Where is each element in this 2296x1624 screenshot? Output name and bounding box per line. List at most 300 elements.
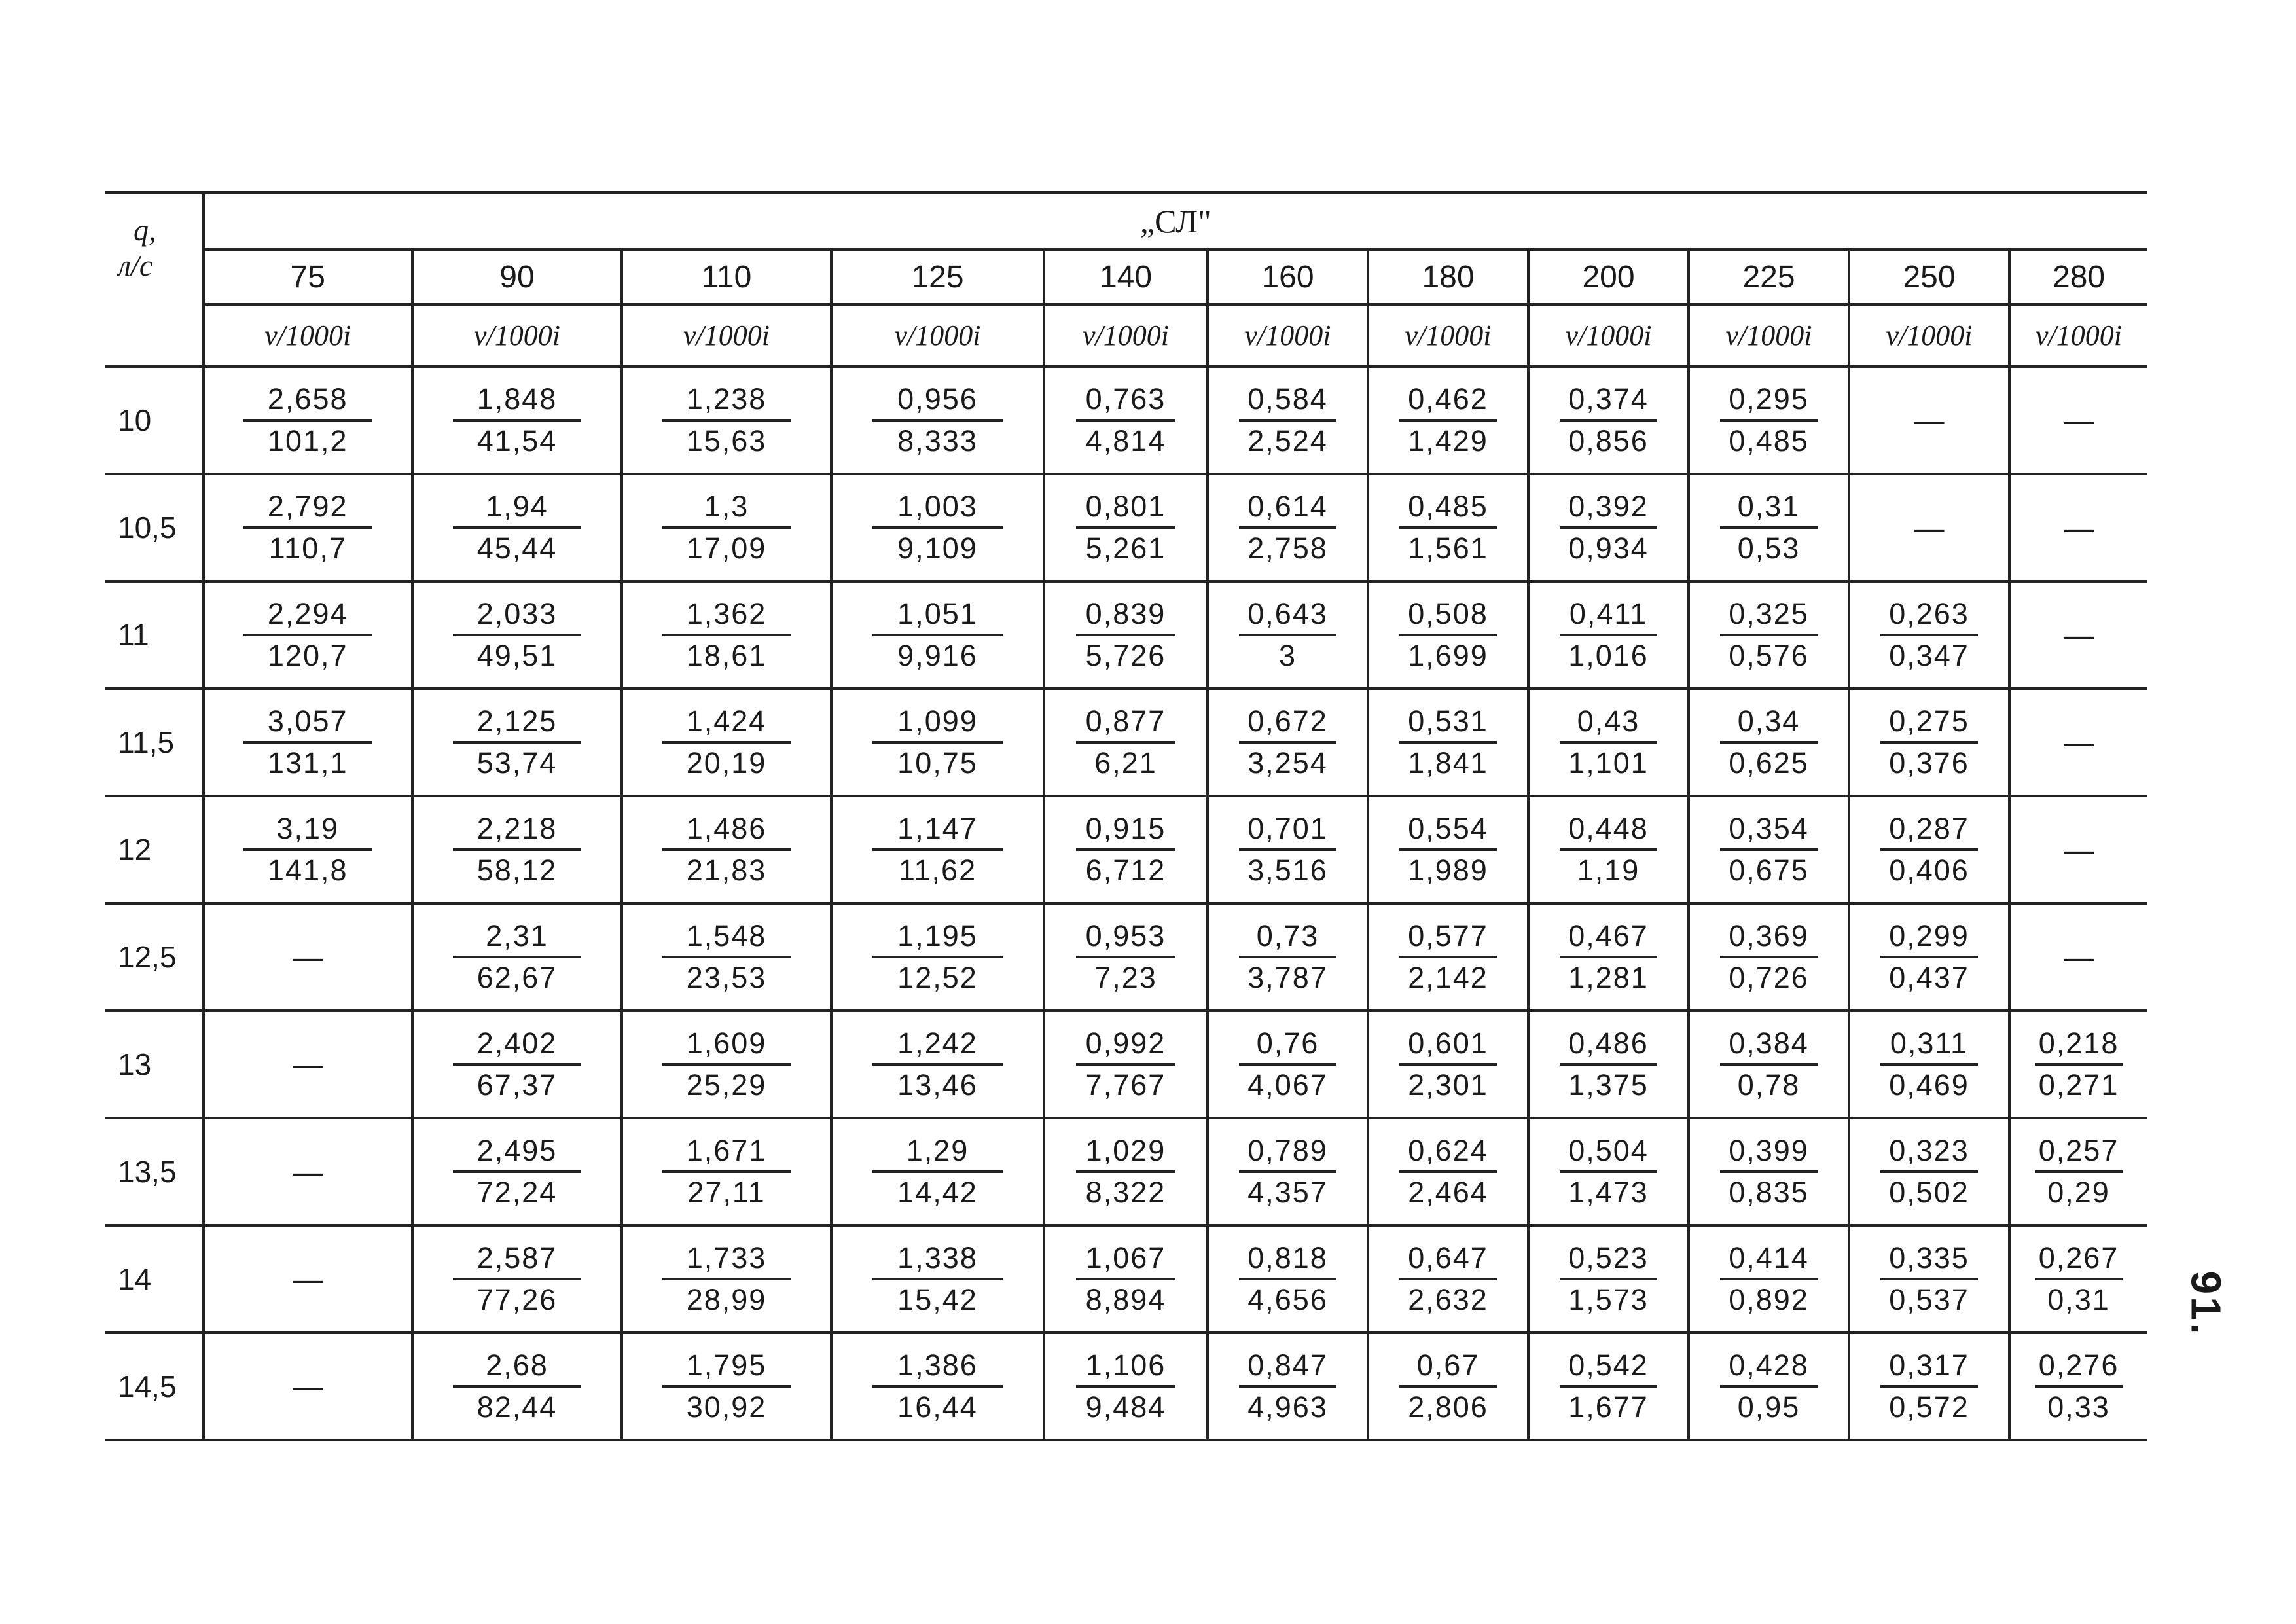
diameter-header: 250 — [1849, 249, 2009, 304]
velocity-value: 1,424 — [662, 702, 791, 744]
velocity-value: 1,3 — [662, 487, 791, 529]
velocity-value: 0,672 — [1239, 702, 1336, 744]
value-cell — [1368, 903, 1528, 1011]
head-loss-value: 7,23 — [1094, 961, 1157, 994]
value-cell — [1368, 1225, 1528, 1333]
velocity-value: 1,029 — [1076, 1131, 1176, 1173]
value-cell — [831, 1011, 1044, 1118]
value-cell — [1849, 796, 2009, 903]
value-cell — [1208, 796, 1368, 903]
head-loss-value: 0,537 — [1889, 1283, 1969, 1316]
velocity-value: 1,238 — [662, 380, 791, 422]
velocity-loss-fraction — [1399, 594, 1497, 676]
value-cell — [2009, 1333, 2147, 1440]
value-cell — [831, 903, 1044, 1011]
velocity-value: 0,614 — [1239, 487, 1336, 529]
velocity-value: 0,335 — [1880, 1238, 1978, 1280]
value-cell — [1368, 367, 1528, 475]
dash-mark: — — [2064, 511, 2094, 545]
value-cell — [1208, 689, 1368, 796]
value-cell — [622, 581, 831, 689]
velocity-loss-fraction — [1399, 1131, 1497, 1212]
head-loss-value: 1,573 — [1568, 1283, 1649, 1316]
value-cell — [1528, 1225, 1689, 1333]
head-loss-value: 20,19 — [686, 746, 767, 780]
velocity-loss-fraction — [1880, 1131, 1978, 1212]
flow-rate-cell: 11 — [105, 581, 203, 689]
value-cell — [1208, 1225, 1368, 1333]
value-cell — [1368, 1118, 1528, 1225]
value-cell — [1849, 581, 2009, 689]
velocity-value: 1,242 — [872, 1024, 1003, 1066]
velocity-value: 1,795 — [662, 1346, 791, 1388]
head-loss-value: 4,656 — [1247, 1283, 1328, 1316]
head-loss-value: 8,333 — [897, 424, 978, 458]
velocity-loss-fraction — [2035, 1346, 2123, 1427]
q-symbol: q, — [134, 213, 156, 247]
velocity-value: 1,099 — [872, 702, 1003, 744]
velocity-value: 0,508 — [1399, 594, 1497, 636]
value-cell — [1368, 796, 1528, 903]
value-cell — [1368, 689, 1528, 796]
velocity-loss-fraction — [1720, 1346, 1818, 1427]
value-cell — [412, 689, 622, 796]
velocity-loss-fraction — [1560, 594, 1657, 676]
empty-value-cell — [2009, 367, 2147, 475]
velocity-loss-fraction — [1076, 487, 1176, 568]
velocity-value: 0,295 — [1720, 380, 1818, 422]
value-cell — [1208, 474, 1368, 581]
velocity-value: 0,31 — [1720, 487, 1818, 529]
empty-value-cell — [203, 903, 412, 1011]
head-loss-value: 13,46 — [897, 1068, 978, 1102]
flow-rate-cell: 14,5 — [105, 1333, 203, 1440]
value-cell — [622, 796, 831, 903]
empty-value-cell — [203, 1225, 412, 1333]
head-loss-value: 0,502 — [1889, 1176, 1969, 1209]
velocity-loss-fraction — [453, 702, 581, 783]
velocity-value: 1,051 — [872, 594, 1003, 636]
value-cell — [2009, 1118, 2147, 1225]
velocity-loss-fraction — [1399, 1024, 1497, 1105]
velocity-value: 0,953 — [1076, 916, 1176, 958]
head-loss-value: 0,625 — [1729, 746, 1809, 780]
head-loss-value: 1,281 — [1568, 961, 1649, 994]
velocity-loss-fraction — [453, 487, 581, 568]
unit-header: v/1000i — [1849, 304, 2009, 367]
velocity-loss-fraction — [243, 487, 372, 568]
velocity-value: 0,354 — [1720, 809, 1818, 851]
dash-mark: — — [2064, 833, 2094, 867]
value-cell — [1528, 581, 1689, 689]
velocity-value: 0,76 — [1239, 1024, 1336, 1066]
head-loss-value: 9,484 — [1085, 1390, 1166, 1424]
velocity-value: 2,294 — [243, 594, 372, 636]
value-cell — [412, 796, 622, 903]
velocity-loss-fraction — [1076, 380, 1176, 461]
head-loss-value: 17,09 — [686, 532, 767, 565]
velocity-loss-fraction — [1076, 1024, 1176, 1105]
value-cell — [831, 689, 1044, 796]
velocity-loss-fraction — [1076, 1238, 1176, 1320]
velocity-value: 0,992 — [1076, 1024, 1176, 1066]
unit-header: v/1000i — [622, 304, 831, 367]
value-cell — [412, 474, 622, 581]
value-cell — [1528, 903, 1689, 1011]
velocity-value: 0,789 — [1239, 1131, 1336, 1173]
head-loss-value: 0,78 — [1737, 1068, 1801, 1102]
value-cell — [412, 581, 622, 689]
dash-mark: — — [293, 1155, 323, 1189]
table-row — [105, 1333, 2147, 1440]
value-cell — [1689, 474, 1849, 581]
head-loss-value: 12,52 — [897, 961, 978, 994]
velocity-loss-fraction — [1560, 702, 1657, 783]
flow-rate-cell: 10,5 — [105, 474, 203, 581]
velocity-value: 0,467 — [1560, 916, 1657, 958]
velocity-value: 0,542 — [1560, 1346, 1657, 1388]
value-cell — [1044, 903, 1208, 1011]
value-cell — [1849, 1225, 2009, 1333]
unit-header: v/1000i — [1044, 304, 1208, 367]
velocity-loss-fraction — [1399, 487, 1497, 568]
velocity-loss-fraction — [1239, 1024, 1336, 1105]
velocity-value: 0,847 — [1239, 1346, 1336, 1388]
value-cell — [203, 581, 412, 689]
diameter-header: 90 — [412, 249, 622, 304]
value-cell — [412, 903, 622, 1011]
velocity-value: 0,276 — [2035, 1346, 2123, 1388]
head-loss-value: 6,712 — [1085, 854, 1166, 887]
velocity-value: 3,19 — [243, 809, 372, 851]
empty-value-cell — [2009, 474, 2147, 581]
value-cell — [831, 1225, 1044, 1333]
velocity-loss-fraction — [1560, 1346, 1657, 1427]
velocity-value: 0,504 — [1560, 1131, 1657, 1173]
value-cell — [1208, 1011, 1368, 1118]
velocity-loss-fraction — [243, 702, 372, 783]
velocity-loss-fraction — [1880, 594, 1978, 676]
velocity-loss-fraction — [1076, 1131, 1176, 1212]
velocity-loss-fraction — [1720, 916, 1818, 998]
velocity-value: 0,486 — [1560, 1024, 1657, 1066]
value-cell — [203, 796, 412, 903]
header-row-units — [105, 304, 2147, 367]
head-loss-value: 0,675 — [1729, 854, 1809, 887]
empty-value-cell — [2009, 903, 2147, 1011]
table-row — [105, 581, 2147, 689]
value-cell — [1849, 903, 2009, 1011]
head-loss-value: 4,067 — [1247, 1068, 1328, 1102]
value-cell — [831, 796, 1044, 903]
value-cell — [622, 903, 831, 1011]
unit-header: v/1000i — [203, 304, 412, 367]
value-cell — [1208, 903, 1368, 1011]
head-loss-value: 30,92 — [686, 1390, 767, 1424]
velocity-loss-fraction — [2035, 1024, 2123, 1105]
head-loss-value: 3 — [1278, 639, 1297, 672]
velocity-loss-fraction — [1560, 809, 1657, 890]
value-cell — [2009, 1225, 2147, 1333]
velocity-value: 0,34 — [1720, 702, 1818, 744]
velocity-value: 0,311 — [1880, 1024, 1978, 1066]
empty-value-cell — [2009, 796, 2147, 903]
flow-rate-cell: 10 — [105, 367, 203, 475]
head-loss-value: 0,934 — [1568, 532, 1649, 565]
head-loss-value: 0,856 — [1568, 424, 1649, 458]
velocity-value: 0,624 — [1399, 1131, 1497, 1173]
value-cell — [831, 581, 1044, 689]
velocity-loss-fraction — [872, 1024, 1003, 1105]
velocity-loss-fraction — [872, 1238, 1003, 1320]
velocity-loss-fraction — [1076, 916, 1176, 998]
value-cell — [1208, 1118, 1368, 1225]
table-row — [105, 367, 2147, 475]
velocity-value: 0,643 — [1239, 594, 1336, 636]
head-loss-value: 5,261 — [1085, 532, 1166, 565]
velocity-loss-fraction — [1560, 380, 1657, 461]
velocity-loss-fraction — [1399, 702, 1497, 783]
velocity-value: 2,658 — [243, 380, 372, 422]
head-loss-value: 3,516 — [1247, 854, 1328, 887]
velocity-loss-fraction — [872, 487, 1003, 568]
diameter-header: 225 — [1689, 249, 1849, 304]
table-row — [105, 903, 2147, 1011]
head-loss-value: 0,572 — [1889, 1390, 1969, 1424]
velocity-value: 0,485 — [1399, 487, 1497, 529]
velocity-value: 0,956 — [872, 380, 1003, 422]
velocity-value: 0,584 — [1239, 380, 1336, 422]
head-loss-value: 23,53 — [686, 961, 767, 994]
velocity-value: 0,374 — [1560, 380, 1657, 422]
diameter-header: 200 — [1528, 249, 1689, 304]
velocity-loss-fraction — [453, 809, 581, 890]
table-row — [105, 1011, 2147, 1118]
velocity-value: 1,003 — [872, 487, 1003, 529]
value-cell — [1044, 1011, 1208, 1118]
head-loss-value: 4,357 — [1247, 1176, 1328, 1209]
head-loss-value: 3,254 — [1247, 746, 1328, 780]
velocity-value: 1,671 — [662, 1131, 791, 1173]
head-loss-value: 1,473 — [1568, 1176, 1649, 1209]
flow-rate-cell: 14 — [105, 1225, 203, 1333]
header-row-diameters — [105, 249, 2147, 304]
head-loss-value: 14,42 — [897, 1176, 978, 1209]
diameter-header: 180 — [1368, 249, 1528, 304]
velocity-value: 0,287 — [1880, 809, 1978, 851]
head-loss-value: 0,469 — [1889, 1068, 1969, 1102]
velocity-value: 1,067 — [1076, 1238, 1176, 1280]
value-cell — [203, 689, 412, 796]
table-row — [105, 1225, 2147, 1333]
velocity-loss-fraction — [243, 594, 372, 676]
velocity-value: 0,554 — [1399, 809, 1497, 851]
dash-mark: — — [293, 1369, 323, 1403]
velocity-loss-fraction — [2035, 1131, 2123, 1212]
empty-value-cell — [203, 1118, 412, 1225]
velocity-loss-fraction — [1239, 702, 1336, 783]
value-cell — [1044, 796, 1208, 903]
velocity-loss-fraction — [872, 702, 1003, 783]
dash-mark: — — [1914, 403, 1945, 437]
velocity-value: 0,43 — [1560, 702, 1657, 744]
head-loss-value: 131,1 — [267, 746, 348, 780]
head-loss-value: 67,37 — [476, 1068, 558, 1102]
velocity-value: 0,325 — [1720, 594, 1818, 636]
head-loss-value: 25,29 — [686, 1068, 767, 1102]
velocity-value: 0,839 — [1076, 594, 1176, 636]
value-cell — [1528, 689, 1689, 796]
velocity-value: 0,369 — [1720, 916, 1818, 958]
velocity-loss-fraction — [1720, 1131, 1818, 1212]
velocity-value: 0,267 — [2035, 1238, 2123, 1280]
head-loss-value: 0,33 — [2047, 1390, 2110, 1424]
head-loss-value: 0,53 — [1737, 532, 1801, 565]
value-cell — [203, 474, 412, 581]
head-loss-value: 28,99 — [686, 1283, 767, 1316]
table-body — [105, 367, 2147, 1441]
value-cell — [1689, 796, 1849, 903]
value-cell — [1689, 1011, 1849, 1118]
velocity-loss-fraction — [1560, 1131, 1657, 1212]
value-cell — [831, 1333, 1044, 1440]
value-cell — [1689, 903, 1849, 1011]
velocity-value: 0,414 — [1720, 1238, 1818, 1280]
empty-value-cell — [1849, 367, 2009, 475]
head-loss-value: 2,806 — [1408, 1390, 1488, 1424]
head-loss-value: 0,271 — [2038, 1068, 2119, 1102]
velocity-value: 1,195 — [872, 916, 1003, 958]
velocity-value: 0,263 — [1880, 594, 1978, 636]
value-cell — [1528, 1333, 1689, 1440]
velocity-value: 2,033 — [453, 594, 581, 636]
velocity-value: 0,411 — [1560, 594, 1657, 636]
velocity-loss-fraction — [1560, 487, 1657, 568]
velocity-value: 0,399 — [1720, 1131, 1818, 1173]
head-loss-value: 1,101 — [1568, 746, 1649, 780]
unit-header: v/1000i — [1368, 304, 1528, 367]
velocity-loss-fraction — [872, 380, 1003, 461]
head-loss-value: 1,989 — [1408, 854, 1488, 887]
empty-value-cell — [2009, 581, 2147, 689]
value-cell — [412, 1225, 622, 1333]
velocity-loss-fraction — [662, 1131, 791, 1212]
velocity-value: 1,29 — [872, 1131, 1003, 1173]
velocity-loss-fraction — [453, 380, 581, 461]
velocity-loss-fraction — [1880, 1024, 1978, 1105]
value-cell — [1044, 1225, 1208, 1333]
header-row-material — [105, 193, 2147, 250]
value-cell — [1689, 1225, 1849, 1333]
flow-rate-cell: 12,5 — [105, 903, 203, 1011]
velocity-value: 3,057 — [243, 702, 372, 744]
head-loss-value: 3,787 — [1247, 961, 1328, 994]
value-cell — [1208, 1333, 1368, 1440]
velocity-loss-fraction — [1239, 594, 1336, 676]
value-cell — [1689, 689, 1849, 796]
velocity-loss-fraction — [1720, 487, 1818, 568]
empty-value-cell — [2009, 689, 2147, 796]
head-loss-value: 16,44 — [897, 1390, 978, 1424]
head-loss-value: 1,699 — [1408, 639, 1488, 672]
value-cell — [622, 1011, 831, 1118]
unit-header: v/1000i — [831, 304, 1044, 367]
velocity-value: 0,647 — [1399, 1238, 1497, 1280]
value-cell — [1368, 474, 1528, 581]
head-loss-value: 53,74 — [476, 746, 558, 780]
dash-mark: — — [2064, 403, 2094, 437]
value-cell — [1849, 1011, 2009, 1118]
velocity-value: 1,147 — [872, 809, 1003, 851]
velocity-value: 1,338 — [872, 1238, 1003, 1280]
velocity-value: 0,701 — [1239, 809, 1336, 851]
value-cell — [1044, 689, 1208, 796]
head-loss-value: 45,44 — [476, 532, 558, 565]
velocity-loss-fraction — [1239, 916, 1336, 998]
header-q-cell — [105, 193, 203, 367]
head-loss-value: 77,26 — [476, 1283, 558, 1316]
value-cell — [1044, 474, 1208, 581]
value-cell — [1689, 1118, 1849, 1225]
head-loss-value: 18,61 — [686, 639, 767, 672]
head-loss-value: 41,54 — [476, 424, 558, 458]
velocity-value: 1,548 — [662, 916, 791, 958]
head-loss-value: 0,835 — [1729, 1176, 1809, 1209]
velocity-loss-fraction — [1399, 1238, 1497, 1320]
velocity-loss-fraction — [872, 809, 1003, 890]
velocity-loss-fraction — [872, 594, 1003, 676]
value-cell — [1528, 796, 1689, 903]
velocity-loss-fraction — [1720, 702, 1818, 783]
velocity-loss-fraction — [453, 916, 581, 998]
head-loss-value: 27,11 — [687, 1176, 766, 1209]
velocity-value: 0,275 — [1880, 702, 1978, 744]
velocity-loss-fraction — [2035, 1238, 2123, 1320]
head-loss-value: 1,016 — [1568, 639, 1649, 672]
velocity-loss-fraction — [1720, 594, 1818, 676]
unit-header: v/1000i — [1528, 304, 1689, 367]
head-loss-value: 10,75 — [897, 746, 978, 780]
velocity-value: 1,733 — [662, 1238, 791, 1280]
value-cell — [831, 367, 1044, 475]
velocity-loss-fraction — [1720, 380, 1818, 461]
velocity-value: 0,448 — [1560, 809, 1657, 851]
head-loss-value: 2,464 — [1408, 1176, 1488, 1209]
head-loss-value: 0,406 — [1889, 854, 1969, 887]
head-loss-value: 1,561 — [1408, 532, 1488, 565]
velocity-loss-fraction — [872, 1131, 1003, 1212]
value-cell — [1849, 1118, 2009, 1225]
dash-mark: — — [2064, 618, 2094, 652]
velocity-loss-fraction — [1239, 487, 1336, 568]
head-loss-value: 2,524 — [1247, 424, 1328, 458]
dash-mark: — — [1914, 511, 1945, 545]
diameter-header: 160 — [1208, 249, 1368, 304]
unit-header: v/1000i — [1689, 304, 1849, 367]
head-loss-value: 110,7 — [268, 532, 347, 565]
velocity-loss-fraction — [453, 1238, 581, 1320]
velocity-loss-fraction — [1880, 809, 1978, 890]
flow-rate-cell: 11,5 — [105, 689, 203, 796]
velocity-loss-fraction — [1239, 380, 1336, 461]
velocity-value: 0,392 — [1560, 487, 1657, 529]
value-cell — [1044, 1333, 1208, 1440]
value-cell — [1528, 1118, 1689, 1225]
velocity-value: 2,125 — [453, 702, 581, 744]
head-loss-value: 72,24 — [476, 1176, 558, 1209]
velocity-value: 0,218 — [2035, 1024, 2123, 1066]
dash-mark: — — [2064, 940, 2094, 974]
